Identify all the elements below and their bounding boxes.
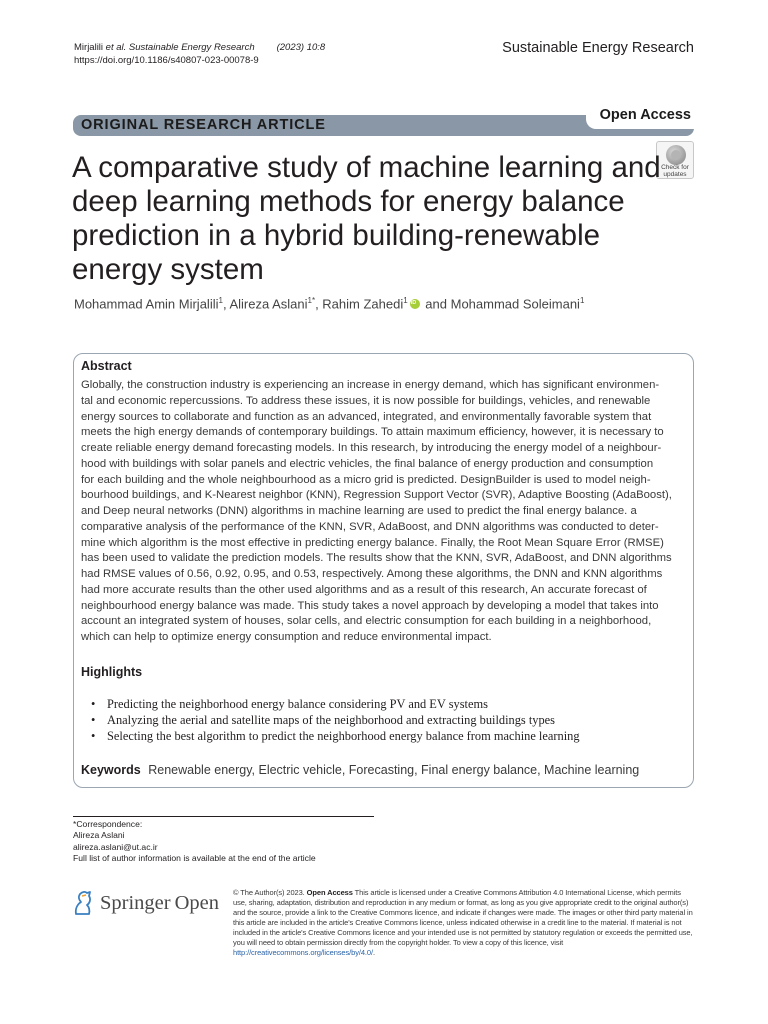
abstract-line: mine which algorithm is the most effective in predicting energy balance. Finally, the Root Mean Square Error (RMSE) bbox=[81, 536, 664, 549]
author-list: Mohammad Amin Mirjalili$^1$, Alireza Aslani$^{1*}$, Rahim Zahedi$^1$iD and Mohammad Soleimani$^1$ bbox=[74, 296, 694, 311]
license-open-access: Open Access bbox=[306, 888, 353, 897]
citation-volume: (2023) 10:8 bbox=[276, 42, 326, 53]
doi-link[interactable]: https://doi.org/10.1186/s40807-023-00078-9 bbox=[74, 55, 259, 66]
citation-authors: Mirjalili bbox=[74, 42, 106, 53]
bullet: • bbox=[91, 729, 96, 743]
publisher-logo[interactable] bbox=[72, 888, 219, 918]
abstract-line: neighbourhood energy balance was made. This study takes a novel approach by developing a model that takes into bbox=[81, 599, 659, 612]
citation-line bbox=[74, 41, 325, 54]
abstract-line: comparative analysis of the performance of the KNN, SVR, AdaBoost, and DNN algorithms was conducted to deter- bbox=[81, 520, 659, 533]
correspondence-email[interactable]: alireza.aslani@ut.ac.ir bbox=[73, 841, 158, 852]
springer-horse-icon bbox=[72, 890, 94, 916]
author-name[interactable]: Alireza Aslani bbox=[229, 296, 308, 312]
keywords bbox=[81, 763, 639, 777]
citation-journal: Sustainable Energy Research bbox=[126, 42, 255, 53]
author-affiliation: 1 bbox=[218, 296, 223, 305]
article-type-banner bbox=[73, 107, 694, 136]
abstract-line: had RMSE values of 0.56, 0.92, 0.95, and 0.53, respectively. Among these algorithms, the DNN and KNN algorithms bbox=[81, 568, 663, 580]
author-name[interactable]: Mohammad Amin Mirjalili bbox=[74, 296, 219, 312]
bullet: • bbox=[91, 697, 96, 711]
open-access-label: Open Access bbox=[599, 107, 691, 123]
correspondence-name: Alireza Aslani bbox=[73, 830, 125, 841]
abstract-line: had more accurate results than the other used algorithms and as a result of this research, An accurate forecast of bbox=[81, 583, 647, 596]
article-type-label: ORIGINAL RESEARCH ARTICLE bbox=[81, 117, 326, 133]
abstract-line: for each building and the whole neighbourhood as a micro grid is predicted. DesignBuilder is used to model neigh- bbox=[81, 473, 651, 486]
check-updates-text: Check for updates bbox=[661, 164, 689, 178]
abstract-line: and Deep neural networks (DNN) algorithms in machine learning are used to predict the final energy balance. a bbox=[81, 505, 637, 517]
running-header bbox=[74, 41, 325, 67]
correspondence-label: *Correspondence: bbox=[73, 819, 143, 829]
abstract-line: account an integrated system of houses, solar cells, and electric consumption for each building in a neighborhood, bbox=[81, 615, 652, 628]
abstract-line: create reliable energy demand forecasting models. In this research, by introducing the energy model of a neighbour- bbox=[81, 442, 662, 454]
highlight-item: • Analyzing the aerial and satellite maps of the neighborhood and extracting buildings types bbox=[91, 713, 556, 727]
bullet: • bbox=[91, 713, 96, 727]
highlights-list bbox=[91, 696, 681, 744]
abstract-line: meets the high energy demands of contemporary buildings. To attain maximum efficiency, however, it is necessary to bbox=[81, 426, 664, 439]
author-name[interactable]: Mohammad Soleimani bbox=[450, 296, 580, 312]
abstract-heading: Abstract bbox=[81, 359, 132, 373]
author-affiliation: 1 bbox=[403, 296, 408, 305]
highlight-item: • Predicting the neighborhood energy balance considering PV and EV systems bbox=[91, 697, 488, 711]
author-info-note: Full list of author information is available at the end of the article bbox=[73, 853, 316, 864]
citation-etal: et al. bbox=[105, 42, 127, 53]
author-affiliation: 1* bbox=[307, 296, 316, 305]
highlight-item: • Selecting the best algorithm to predict the neighborhood energy balance from machine learning bbox=[91, 729, 580, 743]
publisher-name: Springer Open bbox=[100, 891, 220, 914]
highlights-heading: Highlights bbox=[81, 665, 143, 679]
article-title: A comparative study of machine learning and deep learning methods for energy balance prediction in a hybrid building-renewable energy system bbox=[72, 151, 661, 286]
abstract-line: which can help to optimize energy consumption and reduce environmental impact. bbox=[81, 631, 492, 643]
author-affiliation: 1 bbox=[579, 296, 585, 305]
abstract-line: bourhood buildings, and K-Nearest neighbor (KNN), Regression Support Vector (SVR), Adaptive Boosting (AdaBoost), bbox=[81, 489, 672, 502]
abstract-line: Globally, the construction industry is experiencing an increase in energy demand, which has significant environmen- bbox=[81, 379, 660, 391]
license-text: © The Author(s) 2023. Open Access This article is licensed under a Creative Commons Attribution 4.0 International License, which permits use, sharing, adaptation, distribution and reproduction in any medium or format, as long as you give appropriate credit to the original author(s) and the source, provide a link to the Creative Commons licence, and indicate if changes were made. The images or other third party material in this article are included in the article's Creative Commons licence, unless indicated otherwise in a credit line to the material. If material is not included in the article's Creative Commons licence and your intended use is not permitted by statutory regulation or exceeds the permitted use, you will need to obtain permission directly from the copyright holder. To view a copy of this licence, visit http://creativecommons.org/licenses/by/4.0/. bbox=[233, 888, 693, 957]
author-name[interactable]: Rahim Zahedi bbox=[322, 296, 404, 312]
journal-name: Sustainable Energy Research bbox=[502, 40, 694, 56]
correspondence bbox=[73, 819, 316, 865]
footnote-rule bbox=[73, 816, 374, 817]
open-access-tab bbox=[586, 108, 694, 129]
abstract-line: energy sources to collaborate and function as an advanced, integrated, and environmentally favorable system that bbox=[81, 410, 652, 423]
keywords-text: Renewable energy, Electric vehicle, Forecasting, Final energy balance, Machine learning bbox=[148, 763, 640, 777]
abstract-line: has been used to validate the prediction models. The results show that the KNN, SVR, AdaBoost, and DNN algorithms bbox=[81, 552, 672, 565]
keywords-label: Keywords bbox=[81, 763, 141, 777]
abstract-line: tal and economic repercussions. To address these issues, it is now possible for buildings, vehicles, and renewable bbox=[81, 394, 651, 407]
abstract-line: hood with buildings with solar panels and electric vehicles, the final balance of energy production and consumption bbox=[81, 457, 654, 470]
orcid-icon[interactable] bbox=[410, 299, 420, 309]
license-link[interactable]: http://creativecommons.org/licenses/by/4.0/ bbox=[233, 948, 373, 957]
abstract-text bbox=[81, 378, 686, 646]
